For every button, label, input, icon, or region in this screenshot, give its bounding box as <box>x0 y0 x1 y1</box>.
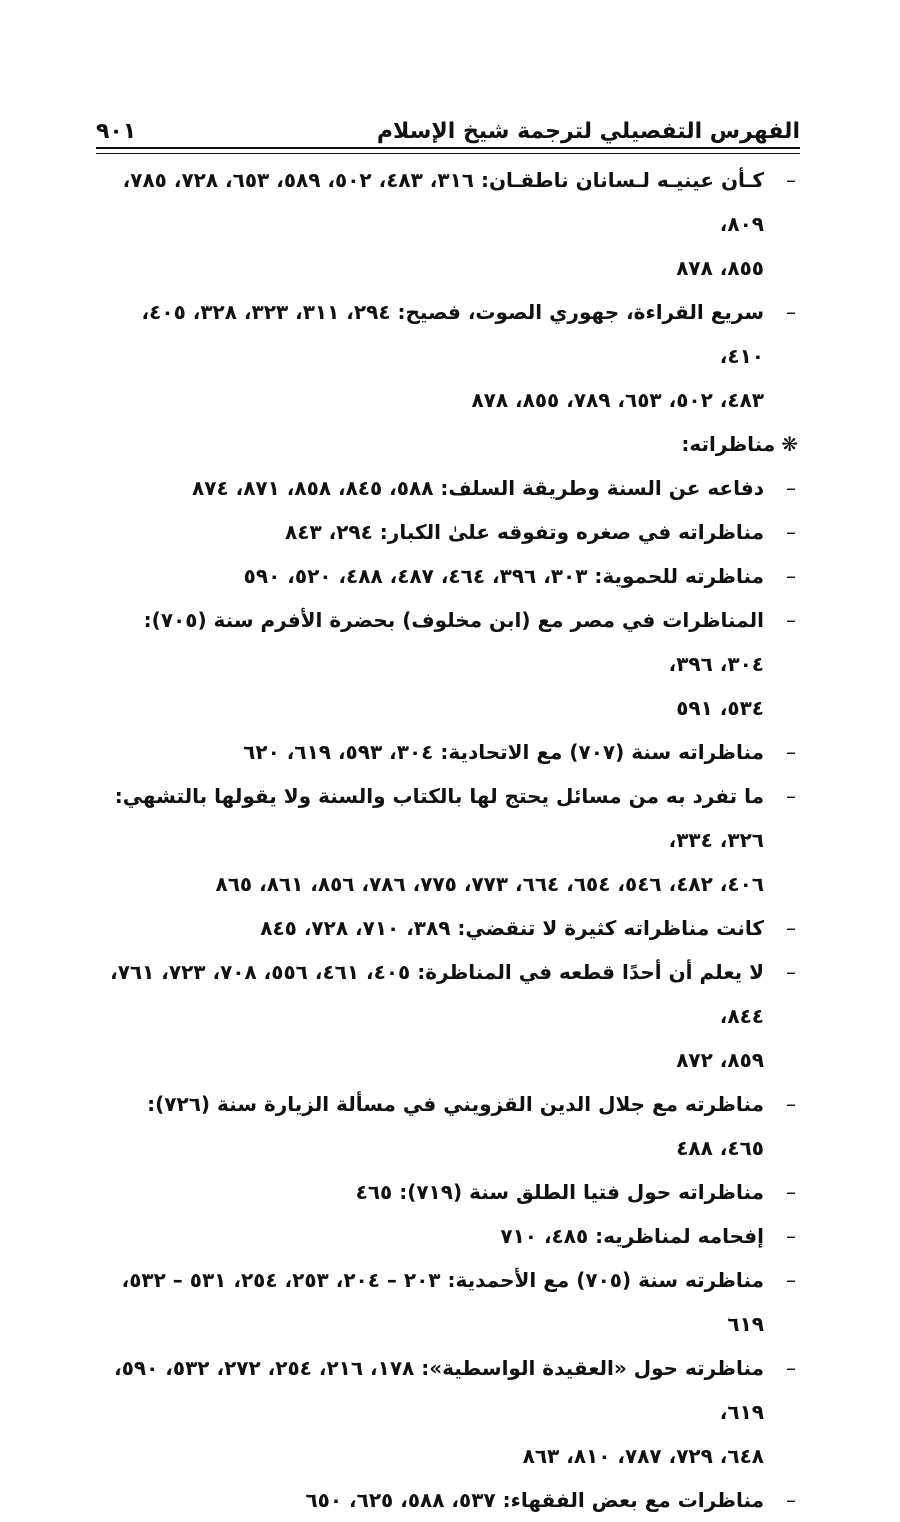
entry-text: مناظرات مع بعض الفقهاء: ٥٣٧، ٥٨٨، ٦٢٥، ٦٥٠ <box>305 1488 764 1512</box>
entry-text: مناظرته حول «العقيدة الواسطية»: ١٧٨، ٢١٦، ٢٥٤، ٢٧٢، ٥٣٢، ٥٩٠، ٦١٩، <box>114 1356 764 1424</box>
header-title: الفهرس التفصيلي لترجمة شيخ الإسلام <box>376 119 800 144</box>
index-entry <box>96 1214 800 1258</box>
entry-dash: – <box>786 1268 796 1292</box>
index-entry <box>96 1478 800 1522</box>
entry-continuation: ٤٠٦، ٤٨٢، ٥٤٦، ٦٥٤، ٦٦٤، ٧٧٣، ٧٧٥، ٧٨٦، ٨٥٦، ٨٦١، ٨٦٥ <box>215 872 764 896</box>
entry-continuation: ٥٣٤، ٥٩١ <box>676 696 764 720</box>
index-entry <box>96 1170 800 1214</box>
entry-dash: – <box>786 1092 796 1116</box>
entry-dash: – <box>786 1488 796 1512</box>
index-entry <box>96 158 800 290</box>
entry-text: سريع القراءة، جهوري الصوت، فصيح: ٢٩٤، ٣١١، ٣٢٣، ٣٢٨، ٤٠٥، ٤١٠، <box>141 300 764 368</box>
index-entry <box>96 906 800 950</box>
entry-text: لا يعلم أن أحدًا قطعه في المناظرة: ٤٠٥، ٤٦١، ٥٥٦، ٧٠٨، ٧٢٣، ٧٦١، ٨٤٤، <box>110 960 764 1028</box>
section-heading <box>96 422 800 466</box>
entry-dash: – <box>786 1224 796 1248</box>
entry-continuation: ٨٥٥، ٨٧٨ <box>676 256 764 280</box>
entry-dash: – <box>786 784 796 808</box>
index-entry <box>96 554 800 598</box>
entry-dash: – <box>786 960 796 984</box>
entry-dash: – <box>786 608 796 632</box>
entry-continuation: ٤٨٣، ٥٠٢، ٦٥٣، ٧٨٩، ٨٥٥، ٨٧٨ <box>471 388 764 412</box>
entry-text: مناظرته مع جلال الدين القزويني في مسألة الزيارة سنة (٧٢٦): ٤٦٥، ٤٨٨ <box>147 1092 764 1160</box>
entry-text: كـأن عينيـه لـسانان ناطقـان: ٣١٦، ٤٨٣، ٥٠٢، ٥٨٩، ٦٥٣، ٧٢٨، ٧٨٥، ٨٠٩، <box>122 168 764 236</box>
index-entry <box>96 730 800 774</box>
entry-dash: – <box>786 520 796 544</box>
entry-dash: – <box>786 916 796 940</box>
index-entry <box>96 774 800 906</box>
header-rule-thick <box>96 147 800 149</box>
entry-text: مناظراته في صغره وتفوقه علىٰ الكبار: ٢٩٤، ٨٤٣ <box>285 520 764 544</box>
index-entry <box>96 1082 800 1170</box>
entry-dash: – <box>786 1356 796 1380</box>
index-entry <box>96 290 800 422</box>
entry-dash: – <box>786 476 796 500</box>
entry-continuation: ٨٥٩، ٨٧٢ <box>676 1048 764 1072</box>
index-entry <box>96 598 800 730</box>
index-body <box>96 158 800 1522</box>
entry-dash: – <box>786 300 796 324</box>
entry-text: المناظرات في مصر مع (ابن مخلوف) بحضرة الأفرم سنة (٧٠٥): ٣٠٤، ٣٩٦، <box>143 608 764 676</box>
entry-dash: – <box>786 740 796 764</box>
page-number: ٩٠١ <box>96 119 137 144</box>
entry-text: مناظراته حول فتيا الطلق سنة (٧١٩): ٤٦٥ <box>355 1180 764 1204</box>
header-rule-thin <box>96 153 800 154</box>
entry-text: دفاعه عن السنة وطريقة السلف: ٥٨٨، ٨٤٥، ٨٥٨، ٨٧١، ٨٧٤ <box>192 476 764 500</box>
entry-text: إفحامه لمناظريه: ٤٨٥، ٧١٠ <box>500 1224 764 1248</box>
section-title: مناظراته: <box>681 432 776 456</box>
entries-list <box>96 466 800 1522</box>
running-header <box>96 104 800 144</box>
index-entry <box>96 466 800 510</box>
entry-continuation: ٦٤٨، ٧٢٩، ٧٨٧، ٨١٠، ٨٦٣ <box>522 1444 764 1468</box>
entry-text: كانت مناظراته كثيرة لا تنقضي: ٣٨٩، ٧١٠، ٧٢٨، ٨٤٥ <box>260 916 764 940</box>
entry-text: مناظراته سنة (٧٠٧) مع الاتحادية: ٣٠٤، ٥٩٣، ٦١٩، ٦٢٠ <box>243 740 764 764</box>
index-entry <box>96 510 800 554</box>
entry-text: مناظرته للحموية: ٣٠٣، ٣٩٦، ٤٦٤، ٤٨٧، ٤٨٨، ٥٢٠، ٥٩٠ <box>243 564 764 588</box>
entry-text: ما تفرد به من مسائل يحتج لها بالكتاب والسنة ولا يقولها بالتشهي: ٣٢٦، ٣٣٤، <box>114 784 764 852</box>
entry-text: مناظرته سنة (٧٠٥) مع الأحمدية: ٢٠٣ – ٢٠٤، ٢٥٣، ٢٥٤، ٥٣١ – ٥٣٢، ٦١٩ <box>121 1268 764 1336</box>
index-entry <box>96 1258 800 1346</box>
entry-dash: – <box>786 564 796 588</box>
entry-dash: – <box>786 1180 796 1204</box>
entry-dash: – <box>786 168 796 192</box>
star-icon: ❋ <box>781 432 798 456</box>
index-entry <box>96 950 800 1082</box>
